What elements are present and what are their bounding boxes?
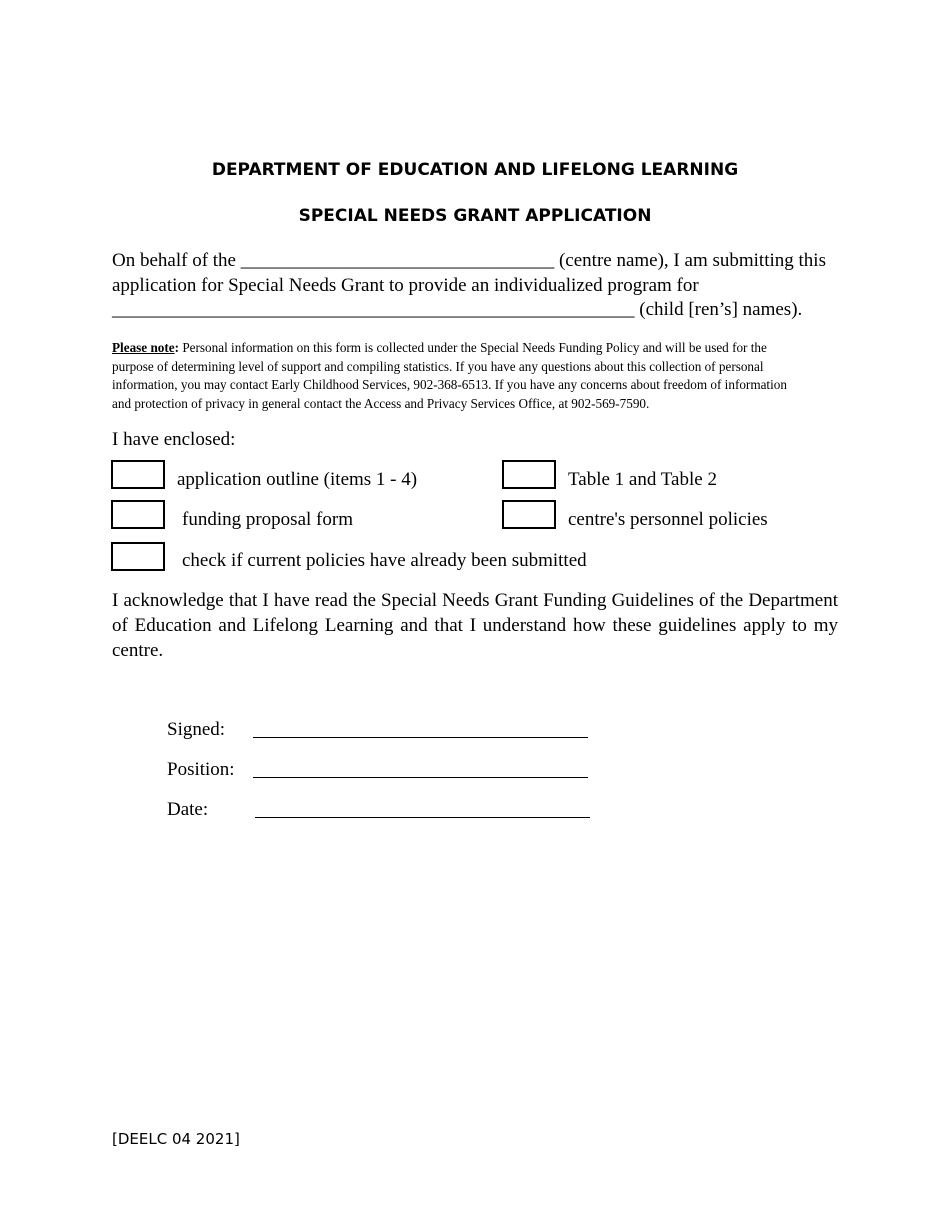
date-label: Date: bbox=[167, 799, 209, 820]
form-code: [DEELC 04 2021] bbox=[112, 1130, 240, 1148]
privacy-note-label: Please note bbox=[112, 340, 175, 355]
signed-line[interactable] bbox=[253, 737, 588, 738]
checkbox-funding-proposal[interactable] bbox=[111, 500, 165, 529]
signed-label: Signed: bbox=[167, 719, 226, 740]
label-application-outline: application outline (items 1 - 4) bbox=[177, 469, 418, 490]
intro-line-child-names: _______________________________________________________ (child [ren’s] names). bbox=[112, 299, 803, 320]
position-line[interactable] bbox=[253, 777, 588, 778]
position-label: Position: bbox=[167, 759, 235, 780]
label-funding-proposal: funding proposal form bbox=[182, 509, 353, 530]
checkbox-application-outline[interactable] bbox=[111, 460, 165, 489]
privacy-note-line-4: and protection of privacy in general contact the Access and Privacy Services Office, at 902-569-7590. bbox=[112, 395, 650, 411]
checkbox-current-policies[interactable] bbox=[111, 542, 165, 571]
acknowledgement-paragraph bbox=[112, 588, 838, 663]
acknowledgement-line-2: of Education and Lifelong Learning and that I understand how these guidelines apply to my bbox=[112, 615, 838, 636]
label-personnel-policies: centre's personnel policies bbox=[568, 509, 768, 530]
date-line[interactable] bbox=[255, 817, 590, 818]
acknowledgement-line-1: I acknowledge that I have read the Special Needs Grant Funding Guidelines of the Department bbox=[112, 590, 838, 611]
privacy-note-line-2: purpose of determining level of support and compiling statistics. If you have any questions about this collection of personal bbox=[112, 358, 764, 374]
privacy-note bbox=[112, 339, 837, 413]
checkbox-table-1-and-2[interactable] bbox=[502, 460, 556, 489]
privacy-note-line-1: Please note: Personal information on this form is collected under the Special Needs Funding Policy and will be used for the bbox=[112, 340, 767, 355]
form-title: SPECIAL NEEDS GRANT APPLICATION bbox=[298, 206, 652, 226]
privacy-note-line-3: information, you may contact Early Childhood Services, 902-368-6513. If you have any concerns about freedom of information bbox=[112, 377, 787, 393]
intro-line-program: application for Special Needs Grant to provide an individualized program for bbox=[112, 275, 699, 296]
intro-line-centre-name: On behalf of the _________________________________ (centre name), I am submitting this bbox=[112, 250, 826, 271]
acknowledgement-line-3: centre. bbox=[112, 640, 164, 661]
checkbox-personnel-policies[interactable] bbox=[502, 500, 556, 529]
enclosed-heading: I have enclosed: bbox=[112, 429, 236, 450]
department-heading: DEPARTMENT OF EDUCATION AND LIFELONG LEARNING bbox=[211, 160, 739, 180]
label-table-1-and-2: Table 1 and Table 2 bbox=[568, 469, 717, 490]
label-current-policies: check if current policies have already been submitted bbox=[182, 550, 587, 571]
